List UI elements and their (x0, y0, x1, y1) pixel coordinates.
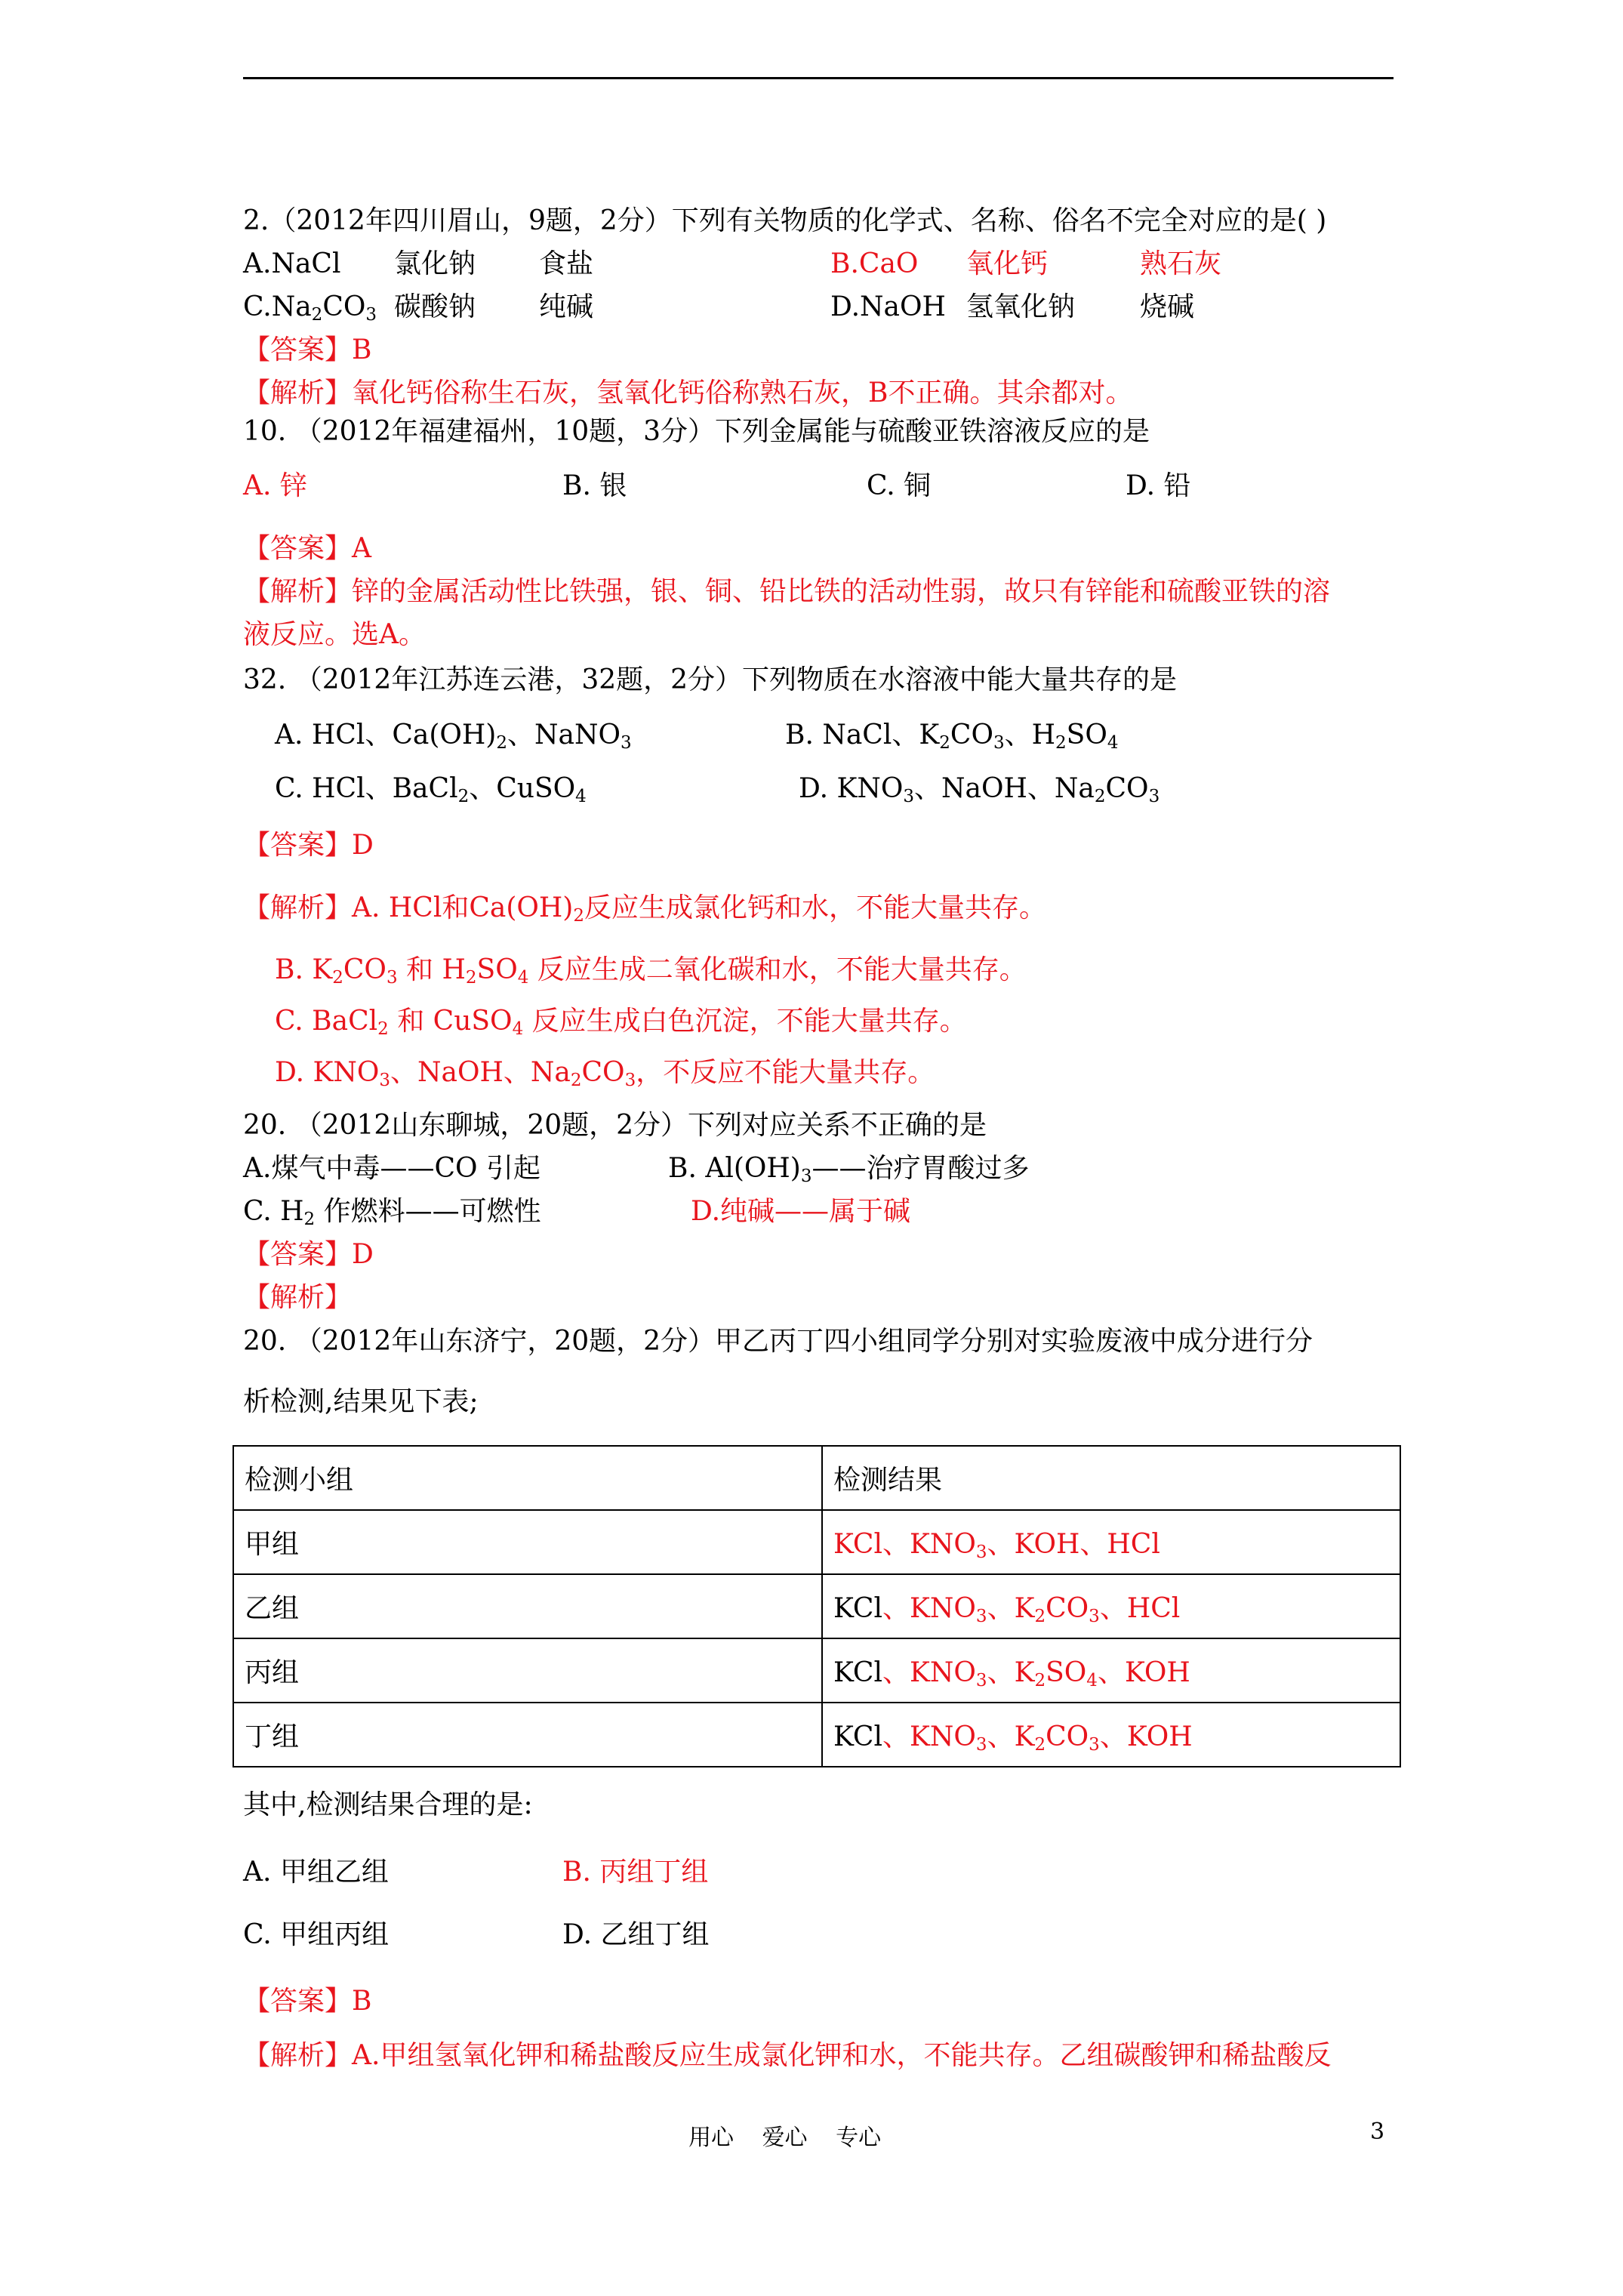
table-cell-result (822, 1510, 1400, 1574)
text-part: ，不反应不能大量共存。 (636, 1057, 935, 1088)
table-header-cell: 检测小组 (233, 1446, 822, 1510)
q5-analysis: 【解析】A.甲组氢氧化钾和稀盐酸反应生成氯化钾和水，不能共存。乙组碳酸钾和稀盐酸反 (243, 2040, 1332, 2071)
q5-answer: 【答案】B (243, 1986, 372, 2017)
text-part: 、KOH (1099, 1721, 1193, 1752)
subscript: 2 (303, 1210, 316, 1229)
text-part: 、K (987, 1657, 1035, 1688)
subscript: 3 (624, 1071, 636, 1090)
q4-answer: 【答案】D (243, 1239, 374, 1270)
text-part: 反应生成二氧化碳和水，不能大量共存。 (528, 954, 1027, 985)
q3-option-a (275, 718, 632, 753)
red-text (882, 1593, 1180, 1624)
q1-a-common: 食盐 (539, 248, 594, 279)
table-cell-group: 乙组 (233, 1574, 822, 1638)
q2-analysis-line1: 【解析】锌的金属活动性比铁强，银、铜、铅比铁的活动性弱，故只有锌能和硫酸亚铁的溶 (243, 576, 1331, 607)
text-part: CO (1046, 1593, 1089, 1624)
subscript: 3 (903, 787, 915, 806)
subscript: 4 (517, 968, 529, 988)
q5-option-d: D. 乙组丁组 (562, 1919, 710, 1950)
table-row (233, 1638, 1400, 1703)
text-part: C. BaCl (275, 1006, 378, 1037)
red-text (882, 1657, 1190, 1688)
subscript: 2 (570, 1071, 582, 1090)
q5-stem-line2: 析检测,结果见下表; (243, 1386, 479, 1417)
text-part: KCl、KNO (833, 1529, 976, 1560)
text-part: 【解析】A. HCl和Ca(OH) (243, 892, 574, 923)
subscript: 2 (1034, 1671, 1046, 1690)
subscript: 3 (1148, 787, 1160, 806)
q1-c-formula (243, 290, 377, 325)
q1-c-name: 碳酸钠 (394, 291, 476, 322)
text-part: KCl (833, 1721, 882, 1752)
q4-option-d: D.纯碱——属于碱 (691, 1196, 911, 1227)
text-part: 、KOH、HCl (987, 1529, 1160, 1560)
text-part: 和 H (397, 954, 466, 985)
subscript: 3 (975, 1542, 987, 1562)
text-part: 、CuSO (469, 773, 576, 804)
subscript: 2 (465, 968, 477, 988)
text-part: 、K (987, 1593, 1035, 1624)
subscript: 2 (457, 787, 470, 806)
text-part: SO (1046, 1657, 1087, 1688)
q1-b-common: 熟石灰 (1140, 248, 1222, 279)
text-part: 作燃料——可燃性 (315, 1196, 541, 1227)
q3-analysis-c (275, 1004, 967, 1039)
q1-c-formula-part: C.Na (243, 291, 312, 322)
q3-option-c (275, 772, 587, 806)
footer-text: 用心 爱心 专心 (688, 2125, 882, 2151)
red-text (882, 1721, 1193, 1755)
text-part: D. KNO (275, 1057, 380, 1088)
q5-option-c: C. 甲组丙组 (243, 1919, 390, 1950)
table-cell-group: 丙组 (233, 1638, 822, 1703)
subscript: 4 (1086, 1671, 1098, 1690)
text-part: CO (1046, 1721, 1089, 1752)
subscript: 3 (379, 1071, 391, 1090)
text-part: 、KNO (882, 1657, 976, 1688)
q2-option-c: C. 铜 (867, 470, 932, 501)
text-part: SO (476, 954, 518, 985)
table-header-row (233, 1446, 1400, 1510)
table-cell-group: 丁组 (233, 1703, 822, 1767)
subscript: 2 (1055, 733, 1067, 753)
q2-option-d: D. 铅 (1126, 470, 1191, 501)
text-part: D. KNO (799, 773, 904, 804)
subscript: 4 (1107, 733, 1119, 753)
text-part: 反应生成白色沉淀，不能大量共存。 (523, 1006, 967, 1037)
table-cell-result (822, 1574, 1400, 1638)
text-part: 、KNO (882, 1721, 976, 1752)
subscript: 2 (311, 305, 323, 325)
text-part: 反应生成氯化钙和水，不能大量共存。 (584, 892, 1047, 923)
subscript: 3 (800, 1166, 812, 1186)
table-header-cell: 检测结果 (822, 1446, 1400, 1510)
table-cell-group: 甲组 (233, 1510, 822, 1574)
text-part: ——治疗胃酸过多 (812, 1153, 1030, 1184)
q3-analysis-a (243, 891, 1046, 926)
q3-analysis-d (275, 1056, 935, 1090)
q2-analysis-line2: 液反应。选A。 (243, 619, 426, 650)
q4-option-c (243, 1194, 541, 1229)
subscript: 4 (575, 787, 587, 806)
subscript: 3 (386, 968, 398, 988)
results-table (233, 1445, 1401, 1767)
text-part: CO (343, 954, 387, 985)
q1-analysis: 【解析】氧化钙俗称生石灰，氢氧化钙俗称熟石灰，B不正确。其余都对。 (243, 378, 1133, 408)
q5-option-a: A. 甲组乙组 (243, 1857, 389, 1888)
q1-answer: 【答案】B (243, 334, 372, 365)
text-part: 、NaOH、Na (390, 1057, 571, 1088)
q2-stem: 10. （2012年福建福州，10题，3分）下列金属能与硫酸亚铁溶液反应的是 (243, 416, 1150, 447)
q1-d-common: 烧碱 (1140, 291, 1195, 322)
q2-option-b: B. 银 (562, 470, 627, 501)
text-part: 、KOH (1097, 1657, 1190, 1688)
subscript: 2 (377, 1019, 389, 1039)
q4-option-b (668, 1151, 1030, 1186)
subscript: 2 (1034, 1735, 1046, 1755)
subscript: 4 (512, 1019, 524, 1039)
text-part: C. H (243, 1196, 304, 1227)
text-part: B. Al(OH) (668, 1153, 801, 1184)
subscript: 2 (1094, 787, 1106, 806)
q1-c-formula-part: CO (322, 291, 366, 322)
q1-d-name: 氢氧化钠 (966, 291, 1076, 322)
q1-a-formula: A.NaCl (243, 248, 341, 279)
q3-stem: 32. （2012年江苏连云港，32题，2分）下列物质在水溶液中能大量共存的是 (243, 664, 1178, 695)
q2-option-a: A. 锌 (243, 470, 307, 501)
text-part: A. HCl、Ca(OH) (275, 720, 497, 750)
q1-b-name: 氧化钙 (966, 248, 1049, 279)
table-row (233, 1574, 1400, 1638)
text-part: B. K (275, 954, 333, 985)
text-part: C. HCl、BaCl (275, 773, 458, 804)
q3-analysis-b (275, 953, 1027, 988)
subscript: 3 (993, 733, 1005, 753)
q3-option-b (785, 718, 1118, 753)
text-part: 、K (987, 1721, 1035, 1752)
text-part: CO (581, 1057, 625, 1088)
text-part: 、H (1004, 720, 1056, 750)
text-part: 和 CuSO (388, 1006, 513, 1037)
q4-option-a: A.煤气中毒——CO 引起 (243, 1153, 540, 1184)
q4-analysis: 【解析】 (243, 1282, 353, 1313)
text-part: 、HCl (1099, 1593, 1181, 1624)
subscript: 3 (1089, 1607, 1100, 1626)
table-cell-result (822, 1703, 1400, 1767)
text-part: B. NaCl、K (785, 720, 940, 750)
q3-answer: 【答案】D (243, 830, 374, 861)
subscript: 3 (365, 305, 377, 325)
text-part: KCl (833, 1657, 882, 1688)
q1-d-formula: D.NaOH (830, 291, 946, 322)
q3-option-d (799, 772, 1160, 806)
subscript: 2 (939, 733, 950, 753)
q5-option-b: B. 丙组丁组 (562, 1857, 709, 1888)
text-part: CO (1105, 773, 1149, 804)
q2-answer: 【答案】A (243, 533, 371, 564)
text-part: 、KNO (882, 1593, 976, 1624)
q1-b-formula: B.CaO (830, 248, 919, 279)
subscript: 3 (620, 733, 632, 753)
table-row (233, 1510, 1400, 1574)
page-number: 3 (1370, 2119, 1385, 2145)
q1-a-name: 氯化钠 (394, 248, 476, 279)
subscript: 3 (1089, 1735, 1100, 1755)
subscript: 2 (573, 906, 584, 926)
subscript: 2 (1034, 1607, 1046, 1626)
q5-question: 其中,检测结果合理的是: (243, 1789, 533, 1820)
q1-stem: 2.（2012年四川眉山，9题，2分）下列有关物质的化学式、名称、俗名不完全对应的是( ) (243, 205, 1327, 236)
q4-stem: 20. （2012山东聊城，20题，2分）下列对应关系不正确的是 (243, 1110, 987, 1141)
subscript: 3 (975, 1671, 987, 1690)
table-cell-result (822, 1638, 1400, 1703)
subscript: 2 (496, 733, 507, 753)
text-part: CO (950, 720, 993, 750)
header-rule (243, 77, 1394, 79)
q1-c-common: 纯碱 (539, 291, 594, 322)
text-part: 、NaOH、Na (914, 773, 1095, 804)
text-part: KCl (833, 1593, 882, 1624)
subscript: 3 (975, 1735, 987, 1755)
table-row (233, 1703, 1400, 1767)
text-part: SO (1066, 720, 1107, 750)
text-part: 、NaNO (507, 720, 621, 750)
subscript: 2 (332, 968, 343, 988)
subscript: 3 (975, 1607, 987, 1626)
q5-stem-line1: 20. （2012年山东济宁，20题，2分）甲乙丙丁四小组同学分别对实验废液中成分进行分 (243, 1326, 1313, 1357)
